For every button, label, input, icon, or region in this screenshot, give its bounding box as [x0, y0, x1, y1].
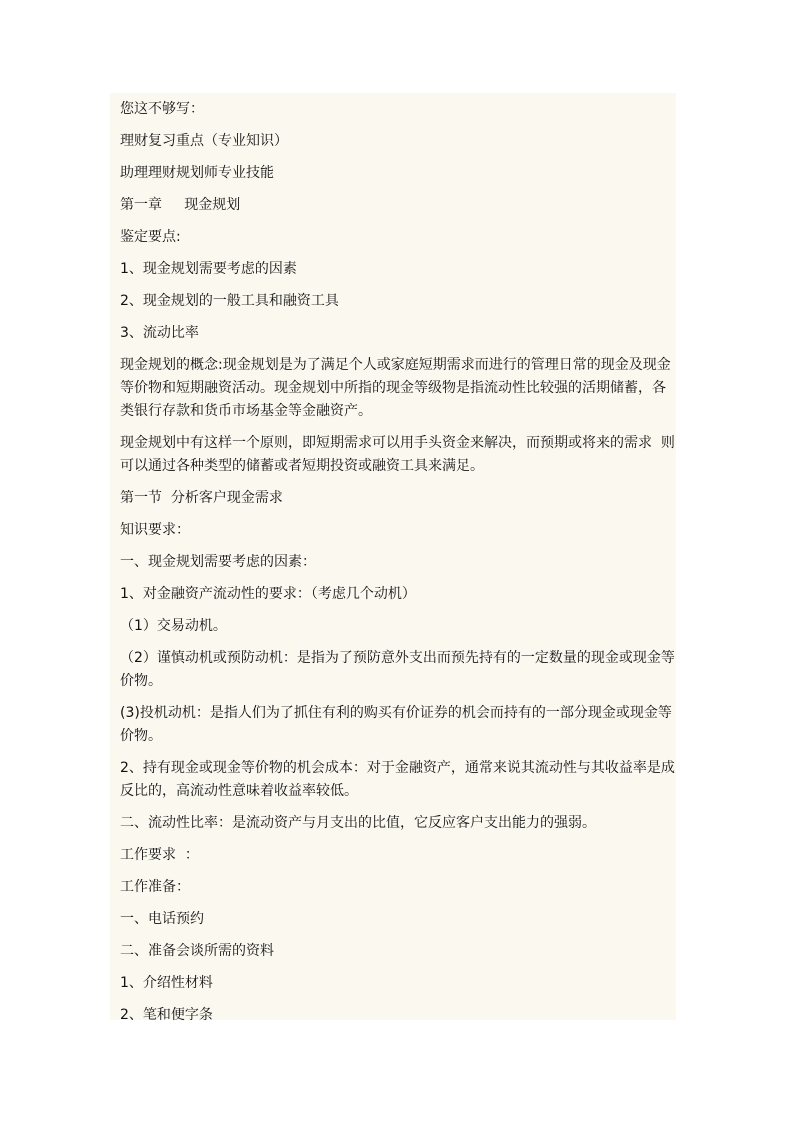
work-requirements: 工作要求 ： [120, 847, 199, 863]
work-preparation: 工作准备： [120, 879, 190, 895]
cash-planning-concept: 现金规划的概念:现金规划是为了满足个人或家庭短期需求而进行的管理日常的现金及现金等价物和短期融资活动。现金规划中所指的现金等级物是指流动性比较强的活期储蓄，各类银行存款和货币市场基金等金融资产。 [120, 357, 671, 419]
liquidity-requirement: 1、对金融资产流动性的要求：（考虑几个动机） [120, 586, 416, 602]
knowledge-requirements: 知识要求： [120, 522, 190, 538]
factors-heading: 一、现金规划需要考虑的因素： [120, 554, 316, 570]
review-title: 理财复习重点（专业知识） [120, 133, 288, 149]
skills-title: 助理理财规划师专业技能 [120, 165, 274, 181]
meeting-materials: 二、准备会谈所需的资料 [120, 943, 274, 959]
intro-materials: 1、介绍性材料 [120, 975, 213, 991]
section-heading: 第一节 分析客户现金需求 [120, 490, 283, 506]
cash-planning-principle: 现金规划中有这样一个原则，即短期需求可以用手头资金来解决，而预期或将来的需求 则可以通过各种类型的储蓄或者短期投资或融资工具来满足。 [120, 435, 675, 474]
phone-appointment: 一、电话预约 [120, 911, 204, 927]
opportunity-cost: 2、持有现金或现金等价物的机会成本：对于金融资产，通常来说其流动性与其收益率是成反比的，高流动性意味着收益率较低。 [120, 760, 675, 799]
speculative-motive: (3)投机动机：是指人们为了抓住有利的购买有价证券的机会而持有的一部分现金或现金等价物。 [120, 705, 672, 744]
key-point-3: 3、流动比率 [120, 325, 199, 341]
key-point-2: 2、现金规划的一般工具和融资工具 [120, 293, 339, 309]
greeting-line: 您这不够写： [120, 101, 204, 117]
precautionary-motive: （2）谨慎动机或预防动机：是指为了预防意外支出而预先持有的一定数量的现金或现金等价物。 [120, 650, 675, 689]
key-point-1: 1、现金规划需要考虑的因素 [120, 261, 297, 277]
pen-and-notes: 2、笔和便字条 [120, 1007, 213, 1023]
liquidity-ratio: 二、流动性比率：是流动资产与月支出的比值，它反应客户支出能力的强弱。 [120, 815, 596, 831]
chapter-heading: 第一章 现金规划 [120, 197, 241, 213]
transaction-motive: （1）交易动机。 [120, 618, 227, 634]
key-points-heading: 鉴定要点: [120, 229, 181, 245]
document-text [120, 98, 676, 1036]
